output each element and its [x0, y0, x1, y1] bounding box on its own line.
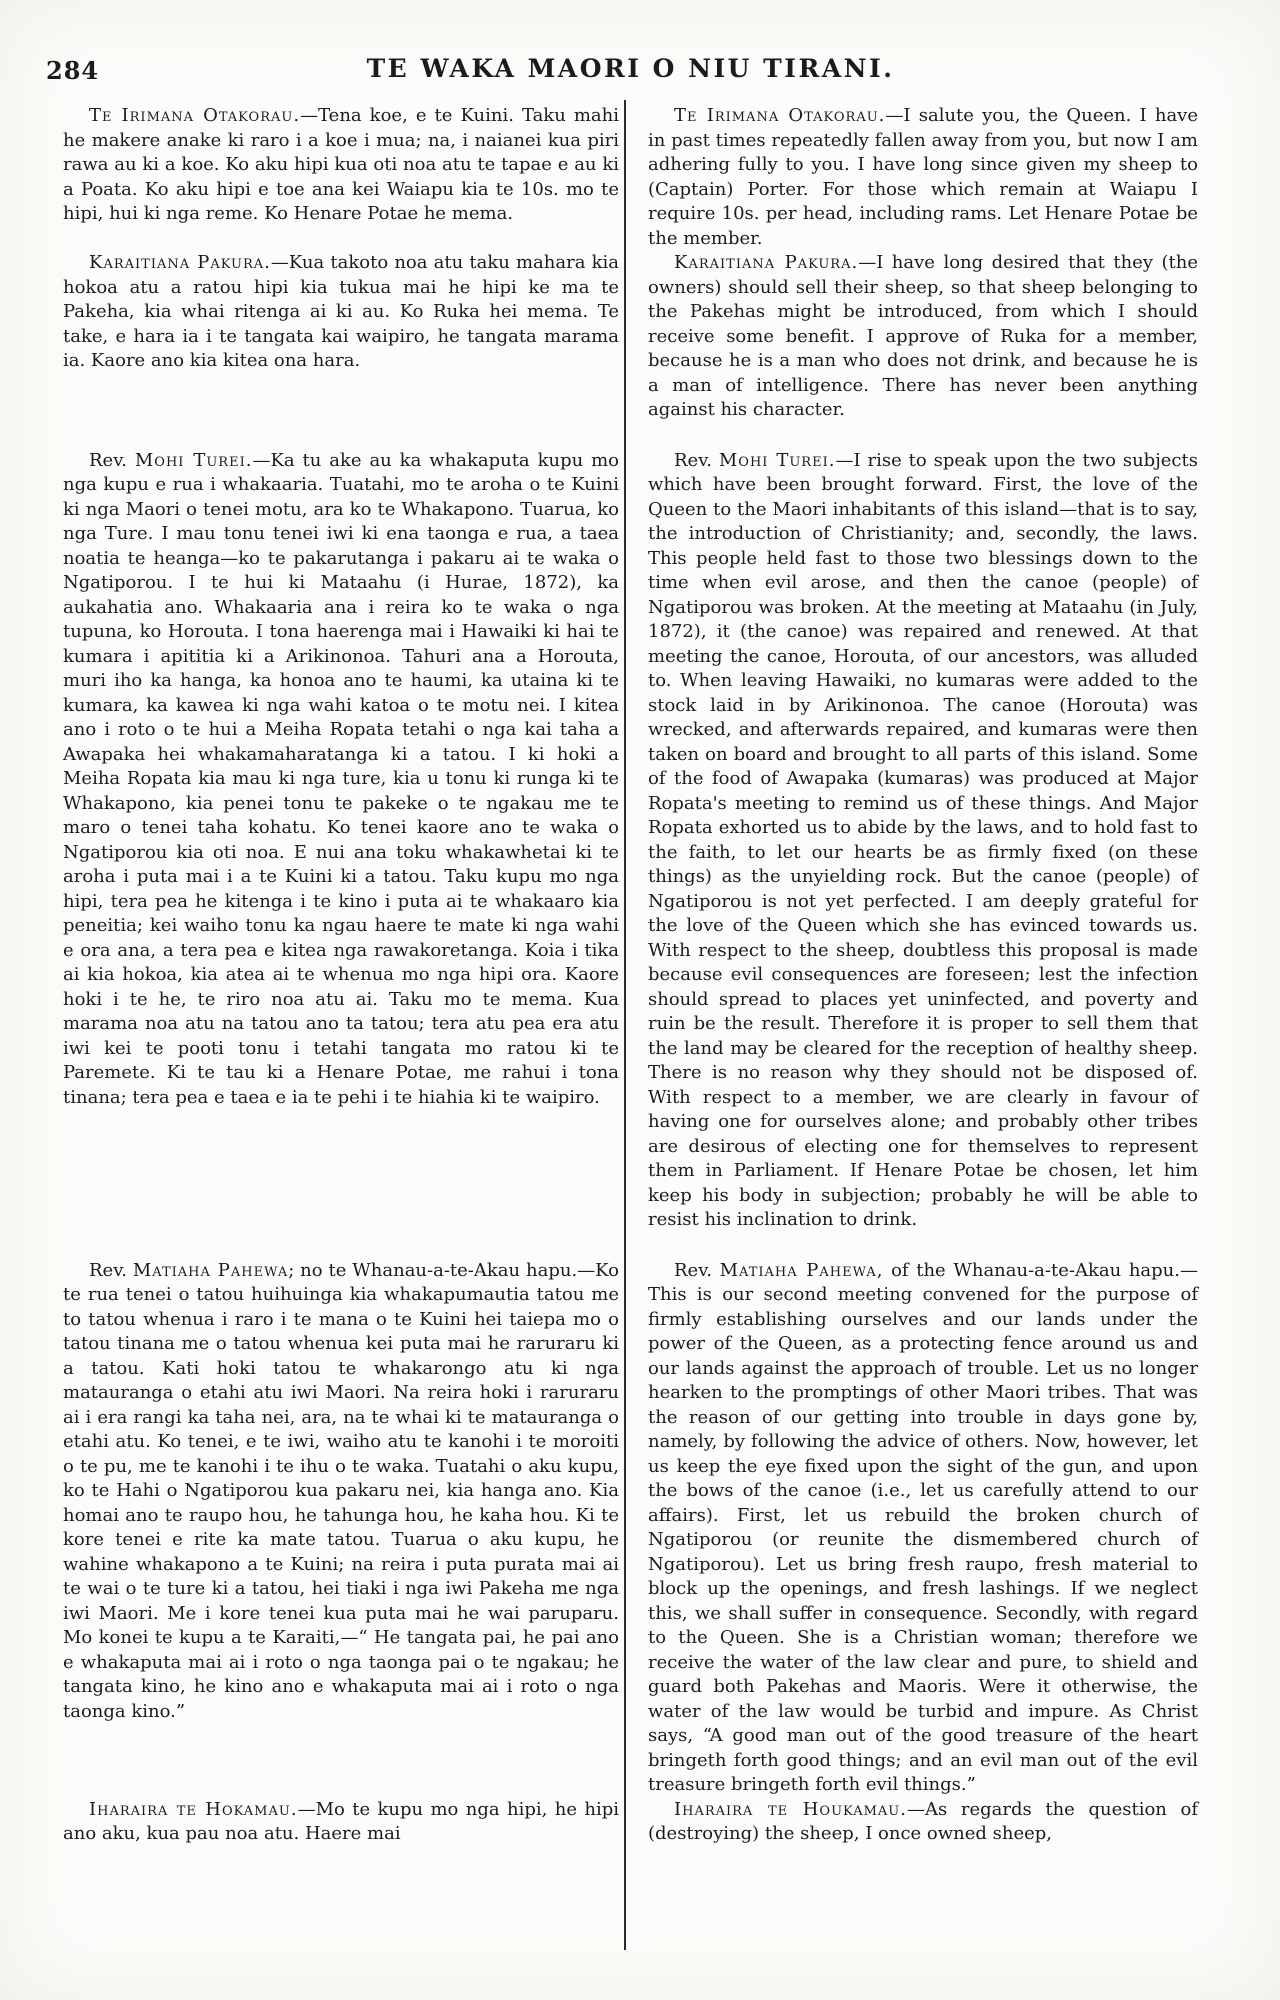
speech-text: —I salute you, the Queen. I have in past times repeatedly fallen away from you, but now I am adhering fully to you. I have long since given my sheep to (Captain) Porter. For those which remain at Waiapu I require 10s. per head, including rams. Let Henare Potae be the member.	[648, 105, 1199, 249]
speaker-name: Mohi Turei.	[134, 449, 253, 471]
speech-text: ; no te Whanau-a-te-Akau hapu.—Ko te rua tenei o tatou huihuinga kia whakapumautia tatou me to tatou whenua i raro i te mana o te Kuini hei taiepa mo o tatou tinana me o tatou whenua kei puta mai he raruraru ki a tatou. Kati hoki tatou te whakarongo atu ki nga matauranga o etahi atu iwi Maori. Na reira hoki i raruraru ai i era rangi ka taha nei, ara, na te whai ki te matauranga o etahi atu. Ko tenei, e te iwi, waiho atu te kanohi i te moroiti o te pu, me te kanohi i te ihu o te waka. Tuatahi o aku kupu, ko te Hahi o Ngatiporou kua pakaru nei, kia hanga ano. Kia homai ano te raupo hou, he tahunga hou, he kaha hou. Ki te kore tenei e rite ka mate tatou. Tuarua o aku kupu, he wahine whakapono a te Kuini; na reira i puta purata mai ai te wai o te ture ki a tatou, hei tiaki i nga iwi Pakeha me nga iwi Maori. Me i kore tenei kua puta mai he wai paruparu. Mo konei te kupu a te Karaiti,—“ He tangata pai, he pai ano e whakaputa mai ai i roto o nga taonga pai o te ngakau; he tangata kino, he kino ano e whakaputa mai ai i roto o nga taonga kino.”	[63, 1259, 619, 1722]
speech-english	[619, 449, 1198, 1233]
speech-text: —I have long desired that they (the owners) should sell their sheep, so that sheep belonging to the Pakehas might be introduced, from which I should receive some benefit. I approve of Ruka for a member, because he is a man who does not drink, and because he is a man of intelligence. There has never been anything against his character.	[648, 252, 1198, 420]
speech-text: —Kua takoto noa atu taku mahara kia hokoa atu a ratou hipi kia tukua mai he hipi ke ma te Pakeha, kia whai ritenga ai ki au. Ko Ruka hei mema. Te take, e hara ia i te tangata kai waipiro, he tangata marama ia. Kaore ano kia kitea ona hara.	[63, 252, 619, 371]
speech-row-mohi-turei	[63, 449, 1198, 1233]
speech-row-irimana	[63, 104, 1198, 251]
speech-maori	[63, 449, 619, 1233]
speech-row-iharaira	[63, 1798, 1198, 1847]
speaker-prefix: Rev.	[89, 449, 135, 471]
speaker-prefix: Rev.	[89, 1259, 133, 1281]
speech-text: —Ka tu ake au ka whakaputa kupu mo nga kupu e rua i whakaaria. Tuatahi, mo te aroha o te Kuini ki nga Maori o tenei motu, ara ko te Whakapono. Tuarua, ko nga Ture. I mau tonu tenei iwi ki ena taonga e rua, a taea noatia te heanga—ko te pakarutanga i pakaru ai te waka o Ngatiporou. I te hui ki Mataahu (i Hurae, 1872), ka aukahatia ano. Whakaaria ana i reira ko te waka o nga tupuna, ko Horouta. I tona haerenga mai i Hawaiki ki hai te kumara i apititia ki a Arikinonoa. Tahuri ana a Horouta, muri iho ka hanga, ka honoa ano te haumi, ka utaina ki te kumara, ka kawea ki nga wahi katoa o te motu nei. I kitea ano i roto o te hui a Meiha Ropata tetahi o nga kai taha a Awapaka hei whakamaharatanga ki a tatou. I ki hoki a Meiha Ropata kia mau ki nga ture, kia u tonu ki runga ki te Whakapono, kia penei tonu te pakeke o te ngakau me te maro o tenei taha kohatu. Ko tenei kaore ano te waka o Ngatiporou kia oti noa. E nui ana toku whakawhetai ki te aroha i puta mai i a te Kuini ki a tatou. Taku kupu mo nga hipi, tera pea he kitenga i te kino i puta ai te whakaaro kia peneitia; kei waiho tonu ka ngau haere te mate ki nga wahi e ora ana, a tera pea e kitea nga rawakoretanga. Koia i tika ai kia hokoa, kia atea ai te whenua mo nga hipi ora. Kaore hoki i te he, te riro noa atu ai. Taku mo te mema. Kua marama noa atu na tatou ano ta tatou; tera atu pea era atu iwi kei te pooti tonu i tetahi tangata mo ratou ki te Paremete. Ki te tau ki a Henare Potae, me rahui i tona tinana; tera pea e taea e ia te pehi i te hiahia ki te waipiro.	[63, 449, 619, 1108]
speaker-name: Iharaira te Houkamau.	[674, 1798, 907, 1820]
speaker-name: Karaitiana Pakura.	[674, 252, 859, 273]
speech-text: —I rise to speak upon the two subjects which have been brought forward. First, the love of the Queen to the Maori inhabitants of this island—that is to say, the introduction of Christianity; and, secondly, the laws. This people held fast to those two blessings down to the time when evil arose, and then the canoe (people) of Ngatiporou was broken. At the meeting at Mataahu (in July, 1872), it (the canoe) was repaired and renewed. At that meeting the canoe, Horouta, of our ancestors, was alluded to. When leaving Hawaiki, no kumaras were added to the stock laid in by Arikinonoa. The canoe (Horouta) was wrecked, and afterwards repaired, and kumaras were then taken on board and brought to all parts of this island. Some of the food of Awapaka (kumaras) was produced at Major Ropata's meeting to remind us of these things. And Major Ropata exhorted us to abide by the laws, and to hold fast to the faith, to let our hearts be as firmly fixed (on these things) as the unyielding rock. But the canoe (people) of Ngatiporou is not yet perfected. I am deeply grateful for the love of the Queen which she has evinced towards us. With respect to the sheep, doubtless this proposal is made because evil consequences are foreseen; lest the infection should spread to places yet uninfected, and poverty and ruin be the result. Therefore it is proper to sell them that the land may be cleared for the reception of healthy sheep. There is no reason why they should not be disposed of. With respect to a member, we are clearly in favour of having one for ourselves alone; and probably other tribes are desirous of electing one for themselves to represent them in Parliament. If Henare Potae be chosen, let him keep his body in subjection; probably he will be able to resist his inclination to drink.	[648, 449, 1198, 1230]
speaker-name: Te Irimana Otakorau.	[89, 105, 301, 126]
speaker-prefix: Rev.	[674, 1259, 720, 1281]
page-number: 284	[46, 56, 100, 85]
speaker-prefix: Rev.	[674, 449, 719, 471]
speech-row-karaitiana	[63, 251, 1198, 423]
speech-english	[619, 1798, 1198, 1847]
page-title: TE WAKA MAORI O NIU TIRANI.	[366, 54, 895, 83]
speech-text: —Tena koe, e te Kuini. Taku mahi he makere anake ki raro i a koe i mua; na, i naianei kua piri rawa au ki a koe. Ko aku hipi kua oti noa atu te tapae e au ki a Poata. Ko aku hipi e toe ana kei Waiapu kia te 10s. mo te hipi, hui ki nga reme. Ko Henare Potae he mema.	[63, 105, 619, 224]
speech-maori	[63, 104, 619, 251]
speech-text: —As regards the question of (destroying) the sheep, I once owned sheep,	[648, 1798, 1198, 1844]
speech-maori	[63, 251, 619, 423]
speech-text: —Mo te kupu mo nga hipi, he hipi ano aku, kua pau noa atu. Haere mai	[63, 1798, 620, 1844]
column-divider-rule	[624, 100, 626, 1950]
speaker-name: Matiaha Pahewa,	[719, 1259, 884, 1281]
speaker-name: Karaitiana Pakura.	[89, 252, 271, 273]
speech-english	[619, 1259, 1198, 1798]
speaker-name: Te Irimana Otakorau.	[674, 105, 886, 126]
speaker-name: Mohi Turei.	[718, 449, 836, 471]
speaker-name: Iharaira te Hokamau.	[89, 1798, 298, 1820]
speech-row-matiaha-pahewa	[63, 1259, 1198, 1798]
speech-maori	[63, 1798, 619, 1847]
speaker-name: Matiaha Pahewa	[132, 1259, 289, 1281]
speech-maori	[63, 1259, 619, 1798]
speech-english	[619, 251, 1198, 423]
speech-english	[619, 104, 1198, 251]
two-column-text	[63, 104, 1198, 1847]
speech-text: of the Whanau-a-te-Akau hapu.—This is our second meeting convened for the purpose of firmly establishing ourselves and our lands under the power of the Queen, as a protecting fence around us and our lands against the approach of trouble. Let us no longer hearken to the promptings of other Maori tribes. That was the reason of our getting into trouble in days gone by, namely, by following the advice of others. Now, however, let us keep the eye fixed upon the sight of the gun, and upon the bows of the canoe (i.e., let us carefully attend to our affairs). First, let us rebuild the broken church of Ngatiporou (or reunite the dismembered church of Ngatiporou). Let us bring fresh raupo, fresh material to block up the openings, and fresh lashings. If we neglect this, we shall suffer in consequence. Secondly, with regard to the Queen. She is a Christian woman; therefore we receive the water of the law clear and pure, to shield and guard both Pakehas and Maoris. Were it otherwise, the water of the law would be turbid and impure. As Christ says, “A good man out of the good treasure of the heart bringeth forth good things; and an evil man out of the evil treasure bringeth forth evil things.”	[648, 1259, 1198, 1795]
